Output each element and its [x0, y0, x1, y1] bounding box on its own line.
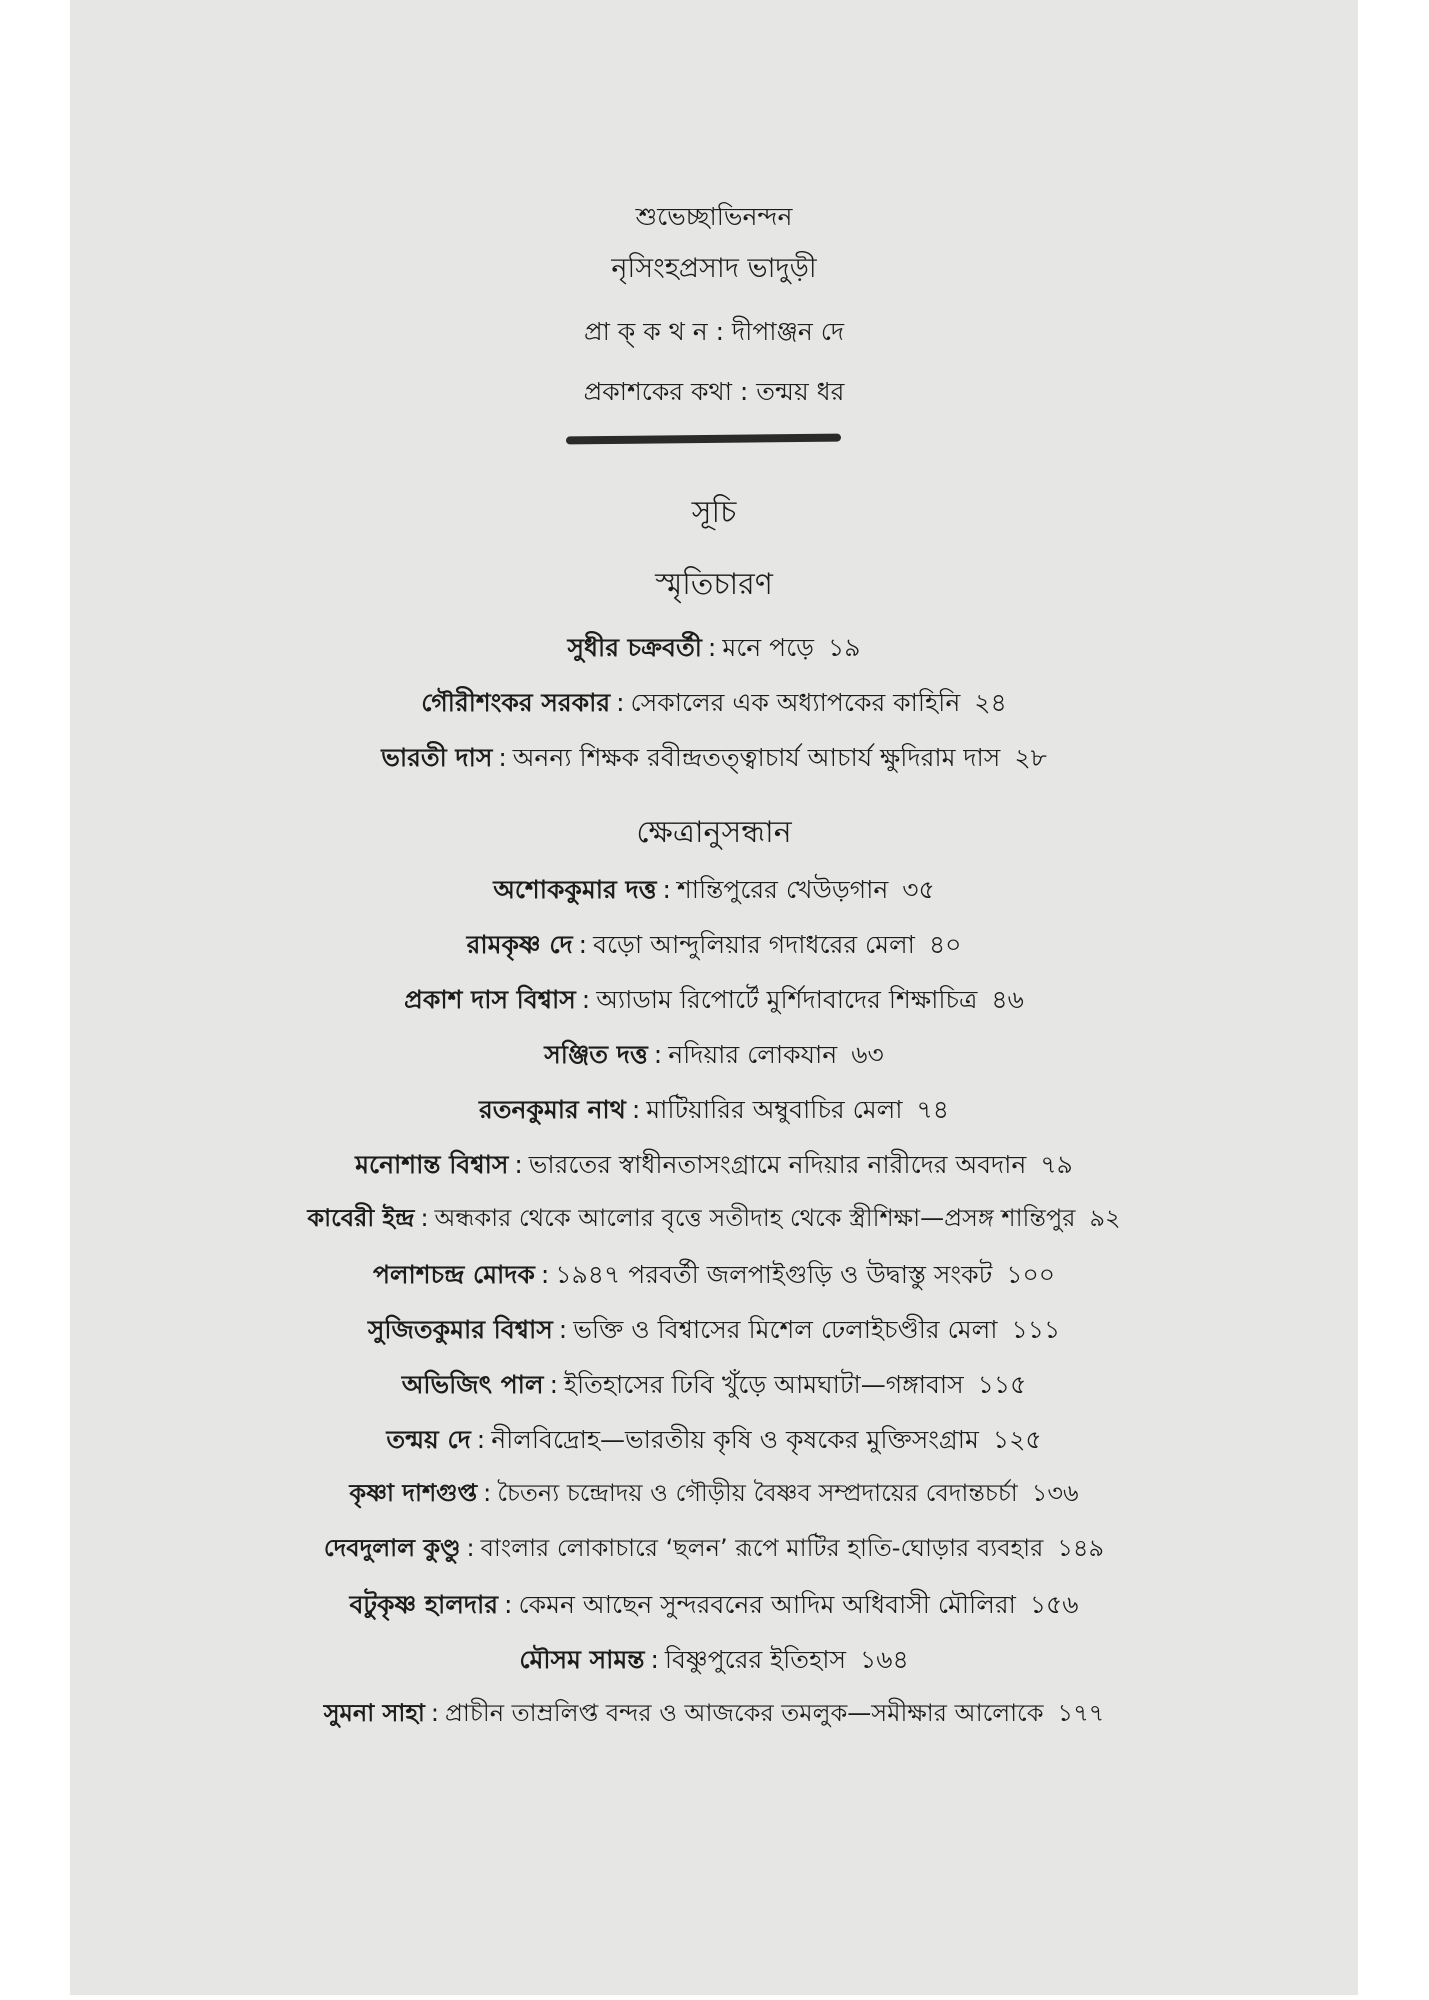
toc-entry[interactable]: কৃষ্ণা দাশগুপ্ত : চৈতন্য চন্দ্রোদয় ও গৌড়ীয় বৈষ্ণব সম্প্রদায়ের বেদান্তচর্চা ১৩৬ [349, 1479, 1079, 1507]
entry-author: সঞ্জিত দত্ত [544, 1040, 648, 1069]
toc-entry[interactable]: অভিজিৎ পাল : ইতিহাসের ঢিবি খুঁড়ে আমঘাটা—গঙ্গাবাস ১১৫ [401, 1370, 1027, 1399]
preface-line: প্রা ক্ ক থ ন : দীপাঞ্জন দে [583, 317, 845, 346]
entry-author: সুধীর চক্রবর্তী [567, 633, 702, 662]
entry-author: তন্ময় দে [386, 1425, 471, 1454]
entry-page-number: ১১৫ [977, 1370, 1027, 1399]
toc-entry[interactable]: সুজিতকুমার বিশ্বাস : ভক্তি ও বিশ্বাসের মিশেল ঢেলাইচণ্ডীর মেলা ১১১ [367, 1315, 1061, 1344]
page-margin [1358, 0, 1429, 2000]
toc-entry[interactable]: তন্ময় দে : নীলবিদ্রোহ—ভারতীয় কৃষি ও কৃষকের মুক্তিসংগ্রাম ১২৫ [386, 1425, 1042, 1454]
entry-page-number: ৪৬ [991, 985, 1024, 1014]
entry-title: ইতিহাসের ঢিবি খুঁড়ে আমঘাটা—গঙ্গাবাস [564, 1370, 964, 1399]
entry-page-number: ১৭৭ [1057, 1699, 1105, 1727]
entry-page-number: ১১১ [1011, 1315, 1061, 1344]
book-page [70, 0, 1358, 1995]
entry-title: সেকালের এক অধ্যাপকের কাহিনি [630, 688, 961, 717]
entry-page-number: ৭৪ [916, 1095, 950, 1124]
entry-title: অন্ধকার থেকে আলোর বৃত্তে সতীদাহ থেকে স্ত্রীশিক্ষা—প্রসঙ্গ শান্তিপুর [434, 1204, 1076, 1232]
entry-page-number: ৯২ [1089, 1204, 1121, 1232]
toc-entry[interactable]: রামকৃষ্ণ দে : বড়ো আন্দুলিয়ার গদাধরের মেলা ৪০ [466, 930, 962, 959]
greeting-label: শুভেচ্ছাভিনন্দন [635, 202, 793, 231]
entry-title: মাটিয়ারির অম্বুবাচির মেলা [646, 1095, 903, 1124]
toc-entry[interactable]: মৌসম সামন্ত : বিষ্ণুপুরের ইতিহাস ১৬৪ [519, 1645, 909, 1674]
entry-author: রতনকুমার নাথ [478, 1095, 626, 1124]
toc-entry[interactable]: অশোককুমার দত্ত : শান্তিপুরের খেউড়গান ৩৫ [493, 875, 935, 904]
toc-entry[interactable]: মনোশান্ত বিশ্বাস : ভারতের স্বাধীনতাসংগ্রামে নদিয়ার নারীদের অবদান ৭৯ [355, 1150, 1073, 1179]
greeting-author: নৃসিংহপ্রসাদ ভাদুড়ী [611, 253, 817, 284]
entry-title: ১৯৪৭ পরবর্তী জলপাইগুড়ি ও উদ্বাস্তু সংকট [555, 1260, 993, 1289]
entry-page-number: ১৯ [828, 633, 861, 662]
toc-entry[interactable]: ভারতী দাস : অনন্য শিক্ষক রবীন্দ্রতত্ত্বাচার্য আচার্য ক্ষুদিরাম দাস ২৮ [381, 743, 1047, 772]
entry-page-number: ৬৩ [851, 1040, 884, 1069]
toc-entry[interactable]: সুমনা সাহা : প্রাচীন তাম্রলিপ্ত বন্দর ও আজকের তমলুক—সমীক্ষার আলোকে ১৭৭ [323, 1699, 1105, 1727]
entry-author: অশোককুমার দত্ত [493, 875, 657, 904]
entry-page-number: ১৩৬ [1031, 1479, 1079, 1507]
entry-page-number: ১২৫ [992, 1425, 1042, 1454]
toc-entry[interactable]: গৌরীশংকর সরকার : সেকালের এক অধ্যাপকের কাহিনি ২৪ [421, 688, 1007, 717]
entry-title: শান্তিপুরের খেউড়গান [676, 875, 889, 904]
entry-title: অ্যাডাম রিপোর্টে মুর্শিদাবাদের শিক্ষাচিত্র [596, 985, 978, 1014]
toc-entry[interactable]: রতনকুমার নাথ : মাটিয়ারির অম্বুবাচির মেলা ৭৪ [478, 1095, 950, 1124]
entry-page-number: ৭৯ [1040, 1150, 1073, 1179]
entry-page-number: ২৮ [1014, 743, 1047, 772]
entry-title: নীলবিদ্রোহ—ভারতীয় কৃষি ও কৃষকের মুক্তিসংগ্রাম [491, 1425, 979, 1454]
entry-author: পলাশচন্দ্র মোদক [372, 1260, 535, 1289]
entry-author: বটুকৃষ্ণ হালদার [349, 1590, 499, 1619]
entry-title: বাংলার লোকাচারে ‘ছলন’ রূপে মাটির হাতি-ঘোড়ার ব্যবহার [480, 1534, 1044, 1562]
entry-page-number: ১৫৬ [1029, 1590, 1079, 1619]
toc-entry[interactable]: দেবদুলাল কুণ্ডু : বাংলার লোকাচারে ‘ছলন’ রূপে মাটির হাতি-ঘোড়ার ব্যবহার ১৪৯ [323, 1534, 1105, 1562]
entry-page-number: ১৬৪ [859, 1645, 909, 1674]
toc-entry[interactable]: কাবেরী ইন্দ্র : অন্ধকার থেকে আলোর বৃত্তে সতীদাহ থেকে স্ত্রীশিক্ষা—প্রসঙ্গ শান্তিপুর ৯২ [307, 1204, 1121, 1232]
entry-page-number: ১০০ [1006, 1260, 1056, 1289]
entry-title: বড়ো আন্দুলিয়ার গদাধরের মেলা [593, 930, 915, 959]
entry-author: সুমনা সাহা [323, 1699, 425, 1727]
entry-author: কাবেরী ইন্দ্র [307, 1204, 415, 1232]
entry-page-number: ২৪ [974, 688, 1007, 717]
toc-entry[interactable]: সুধীর চক্রবর্তী : মনে পড়ে ১৯ [567, 633, 861, 662]
toc-entry[interactable]: সঞ্জিত দত্ত : নদিয়ার লোকযান ৬৩ [544, 1040, 884, 1069]
section-title-smritichāran: স্মৃতিচারণ [655, 567, 773, 602]
entry-title: ভক্তি ও বিশ্বাসের মিশেল ঢেলাইচণ্ডীর মেলা [573, 1315, 998, 1344]
toc-entry[interactable]: প্রকাশ দাস বিশ্বাস : অ্যাডাম রিপোর্টে মুর্শিদাবাদের শিক্ষাচিত্র ৪৬ [404, 985, 1024, 1014]
toc-heading: সূচি [691, 495, 737, 530]
entry-author: রামকৃষ্ণ দে [466, 930, 573, 959]
entry-title: নদিয়ার লোকযান [668, 1040, 838, 1069]
entry-author: ভারতী দাস [381, 743, 493, 772]
entry-title: কেমন আছেন সুন্দরবনের আদিম অধিবাসী মৌলিরা [518, 1590, 1016, 1619]
entry-page-number: ৪০ [928, 930, 962, 959]
entry-title: প্রাচীন তাম্রলিপ্ত বন্দর ও আজকের তমলুক—সমীক্ষার আলোকে [445, 1699, 1044, 1727]
toc-entry[interactable]: পলাশচন্দ্র মোদক : ১৯৪৭ পরবর্তী জলপাইগুড়ি ও উদ্বাস্তু সংকট ১০০ [372, 1260, 1056, 1289]
toc-entry[interactable]: বটুকৃষ্ণ হালদার : কেমন আছেন সুন্দরবনের আদিম অধিবাসী মৌলিরা ১৫৬ [349, 1590, 1079, 1619]
entry-author: মনোশান্ত বিশ্বাস [355, 1150, 509, 1179]
entry-title: মনে পড়ে [722, 633, 814, 662]
entry-title: ভারতের স্বাধীনতাসংগ্রামে নদিয়ার নারীদের অবদান [528, 1150, 1027, 1179]
entry-author: সুজিতকুমার বিশ্বাস [367, 1315, 553, 1344]
entry-title: চৈতন্য চন্দ্রোদয় ও গৌড়ীয় বৈষ্ণব সম্প্রদায়ের বেদান্তচর্চা [497, 1479, 1018, 1507]
divider-rule [566, 434, 841, 445]
entry-author: কৃষ্ণা দাশগুপ্ত [349, 1479, 478, 1507]
entry-author: মৌসম সামন্ত [519, 1645, 645, 1674]
entry-title: বিষ্ণুপুরের ইতিহাস [664, 1645, 846, 1674]
entry-author: প্রকাশ দাস বিশ্বাস [404, 985, 576, 1014]
publisher-note-line: প্রকাশকের কথা : তন্ময় ধর [583, 377, 845, 406]
entry-title: অনন্য শিক্ষক রবীন্দ্রতত্ত্বাচার্য আচার্য ক্ষুদিরাম দাস [512, 743, 1001, 772]
entry-page-number: ১৪৯ [1057, 1534, 1105, 1562]
entry-author: গৌরীশংকর সরকার [421, 688, 611, 717]
section-title-kshetranusandhan: ক্ষেত্রানুসন্ধান [636, 815, 792, 850]
entry-author: দেবদুলাল কুণ্ডু [323, 1534, 461, 1562]
entry-author: অভিজিৎ পাল [401, 1370, 544, 1399]
entry-page-number: ৩৫ [902, 875, 935, 904]
